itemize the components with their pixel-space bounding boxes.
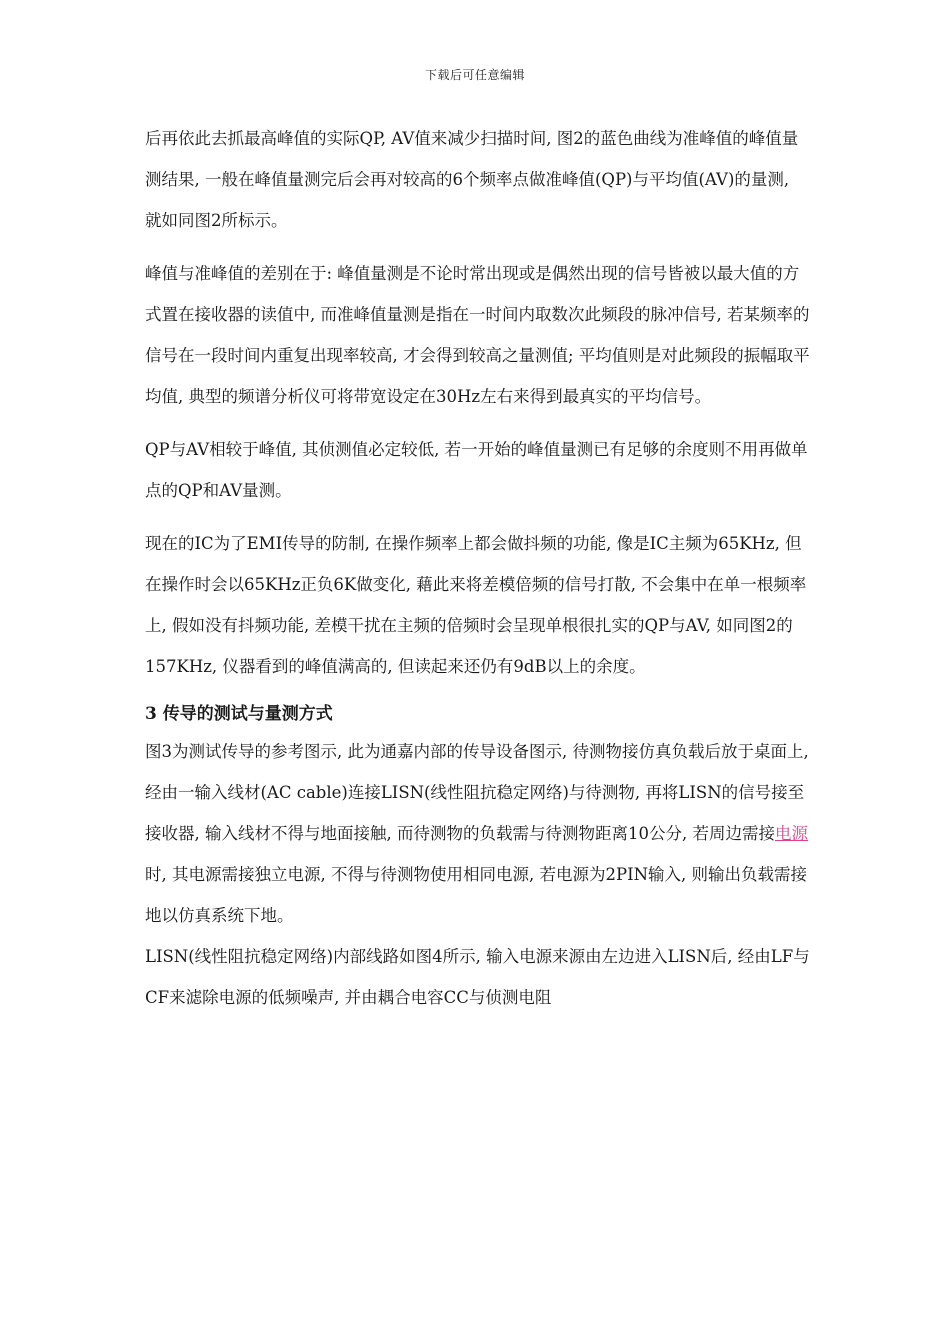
paragraph-frequency-jitter: 现在的IC为了EMI传导的防制, 在操作频率上都会做抖频的功能, 像是IC主频为65KHz, 但在操作时会以65KHz正负6K做变化, 藉此来将差模倍频的信号打散, 不会集中在单一根频率上, 假如没有抖频功能, 差模干扰在主频的倍频时会呈现单根很扎实的QP与AV, 如同图2的157KHz, 仪器看到的峰值满高的, 但读起来还仍有9dB以上的余度。 — [145, 534, 807, 676]
paragraph-lisn-circuit: LISN(线性阻抗稳定网络)内部线路如图4所示, 输入电源来源由左边进入LISN后, 经由LF与CF来滤除电源的低频噪声, 并由耦合电容CC与侦测电阻 — [145, 947, 810, 1007]
paragraph-peak-vs-quasi-peak: 峰值与准峰值的差别在于: 峰值量测是不论时常出现或是偶然出现的信号皆被以最大值的方式置在接收器的读值中, 而准峰值量测是指在一时间内取数次此频段的脉冲信号, 若某频率的信号在一段时间内重复出现率较高, 才会得到较高之量测值; 平均值则是对此频段的振幅取平均值, 典型的频谱分析仪可将带宽设定在30Hz左右来得到最真实的平均信号。 — [145, 264, 810, 406]
paragraph-qp-av-scan: 后再依此去抓最高峰值的实际QP, AV值来减少扫描时间, 图2的蓝色曲线为准峰值的峰值量测结果, 一般在峰值量测完后会再对较高的6个频率点做准峰值(QP)与平均值(AV)的量测, 就如同图2所标示。 — [145, 129, 799, 230]
power-supply-link[interactable]: 电源 — [774, 824, 808, 843]
paragraph-test-setup — [145, 731, 810, 936]
paragraph-qp-av-margin: QP与AV相较于峰值, 其侦测值必定较低, 若一开始的峰值量测已有足够的余度则不用再做单点的QP和AV量测。 — [145, 440, 808, 500]
page-header: 下载后可任意编辑 — [424, 68, 525, 82]
section-heading: 3 传导的测试与量测方式 — [145, 704, 333, 724]
paragraph-test-setup-text-2: 时, 其电源需接独立电源, 不得与待测物使用相同电源, 若电源为2PIN输入, 则输出负载需接地以仿真系统下地。 — [145, 865, 808, 925]
paragraph-test-setup-text-1: 图3为测试传导的参考图示, 此为通嘉内部的传导设备图示, 待测物接仿真负载后放于桌面上, 经由一输入线材(AC cable)连接LISN(线性阻抗稳定网络)与待测物, 再将LISN的信号接至接收器, 输入线材不得与地面接触, 而待测物的负载需与待测物距离10公分, 若周边需接 — [145, 742, 809, 843]
document-body — [145, 118, 810, 1018]
